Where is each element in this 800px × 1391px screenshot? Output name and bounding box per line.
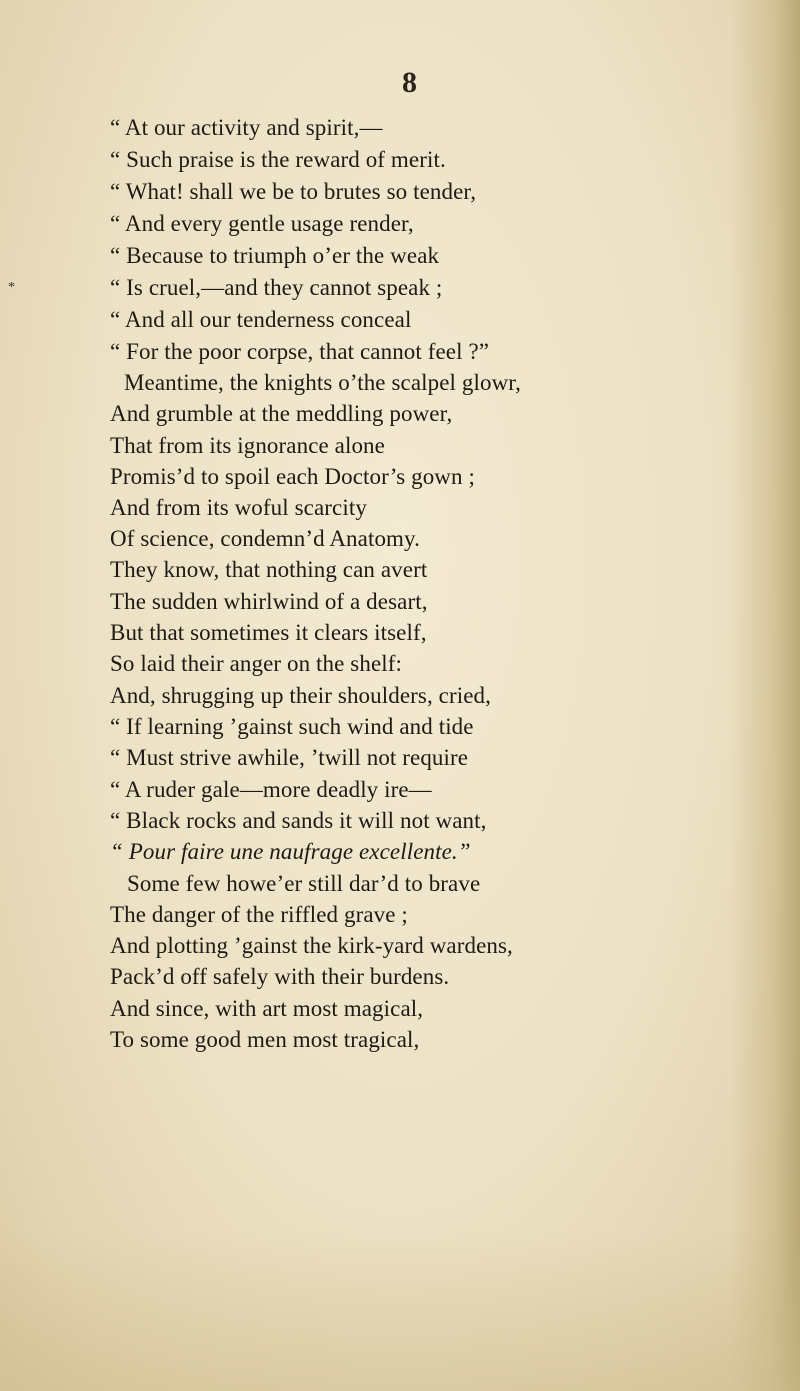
poem-line: Some few howe’er still dar’d to brave	[127, 871, 481, 896]
poem-line: “ What! shall we be to brutes so tender,	[110, 179, 477, 204]
poem-line: “ At our activity and spirit,—	[110, 115, 383, 140]
poem-line: “ For the poor corpse, that cannot feel ?”	[110, 339, 490, 364]
poem-line: And, shrugging up their shoulders, cried,	[110, 683, 491, 708]
poem-line: “ And all our tenderness conceal	[110, 307, 412, 332]
poem-line: And grumble at the meddling power,	[110, 401, 453, 426]
poem-line: “ If learning ’gainst such wind and tide	[110, 714, 474, 739]
poem-line: And plotting ’gainst the kirk-yard wardens,	[110, 933, 513, 958]
poem-line: Of science, condemn’d Anatomy.	[110, 526, 420, 551]
poem-line: “ A ruder gale—more deadly ire—	[110, 777, 432, 802]
poem-line: “ Because to triumph o’er the weak	[110, 243, 440, 268]
poem-line: “ Is cruel,—and they cannot speak ;	[110, 275, 443, 300]
poem-line: They know, that nothing can avert	[110, 557, 428, 582]
poem-line: That from its ignorance alone	[110, 433, 385, 458]
poem-line: “ Must strive awhile, ’twill not require	[110, 745, 469, 770]
margin-mark: *	[8, 280, 15, 295]
poem-line: The sudden whirlwind of a desart,	[110, 589, 428, 614]
page-number: 8	[402, 66, 417, 99]
poem-line: “ Such praise is the reward of merit.	[110, 147, 446, 172]
poem-line: “ Pour faire une naufrage excellente.”	[110, 839, 471, 864]
poem-line: To some good men most tragical,	[110, 1027, 420, 1052]
poem-line: So laid their anger on the shelf:	[110, 651, 403, 676]
poem-line: The danger of the riffled grave ;	[110, 902, 408, 927]
poem-line: “ And every gentle usage render,	[110, 211, 414, 236]
poem-line: Promis’d to spoil each Doctor’s gown ;	[110, 464, 475, 489]
poem-line: And from its woful scarcity	[110, 495, 367, 520]
poem-line: Meantime, the knights o’the scalpel glowr,	[124, 370, 521, 395]
poem-line: And since, with art most magical,	[110, 996, 424, 1021]
poem-line: Pack’d off safely with their burdens.	[110, 964, 450, 989]
poem-line: But that sometimes it clears itself,	[110, 620, 427, 645]
poem-line: “ Black rocks and sands it will not want,	[110, 808, 487, 833]
